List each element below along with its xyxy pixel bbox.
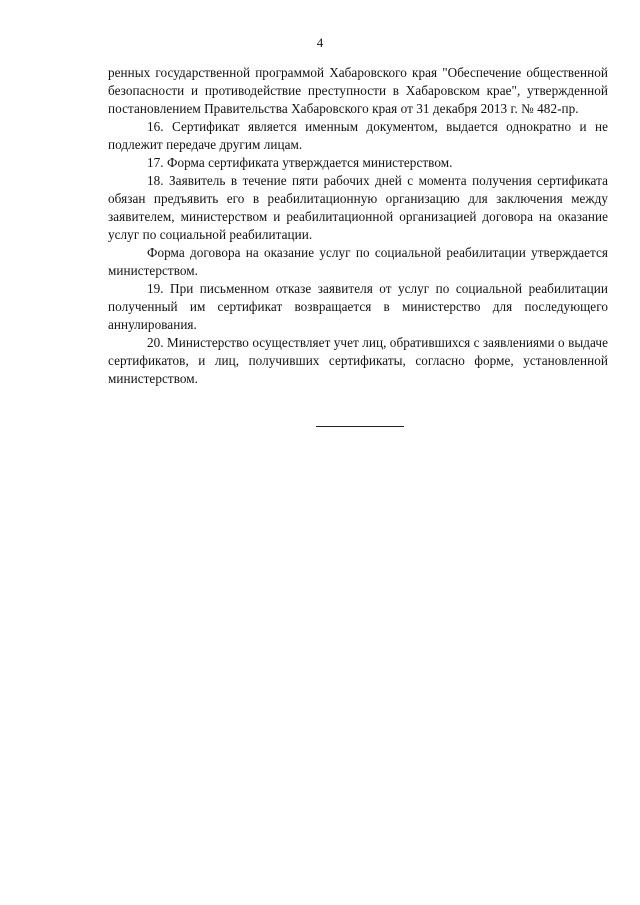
paragraph-clause-19: 19. При письменном отказе заявителя от услуг по социальной реабилитации полученный им сертификат возвращается в министерство для последующего аннулирования. [108, 281, 608, 332]
paragraph-clause-17: 17. Форма сертификата утверждается министерством. [147, 155, 453, 170]
closing-divider-line [316, 426, 404, 427]
document-body [108, 64, 608, 388]
paragraph-clause-18-form: Форма договора на оказание услуг по социальной реабилитации утверждается министерством. [108, 245, 608, 278]
page-number: 4 [316, 35, 324, 50]
paragraph-clause-18: 18. Заявитель в течение пяти рабочих дней с момента получения сертификата обязан предъявить его в реабилитационную организацию для заключения между заявителем, министерством и реабилитационной организацией договора на оказание услуг по социальной реабилитации. [108, 173, 608, 242]
paragraph-continuation: ренных государственной программой Хабаровского края "Обеспечение общественной безопасности и противодействие преступности в Хабаровском крае", утвержденной постановлением Правительства Хабаровского края от 31 декабря 2013 г. № 482-пр. [108, 65, 608, 116]
paragraph-clause-20: 20. Министерство осуществляет учет лиц, обратившихся с заявлениями о выдаче сертификатов, и лиц, получивших сертификаты, согласно форме, установленной министерством. [108, 335, 608, 386]
paragraph-clause-16: 16. Сертификат является именным документом, выдается однократно и не подлежит передаче другим лицам. [108, 119, 608, 152]
